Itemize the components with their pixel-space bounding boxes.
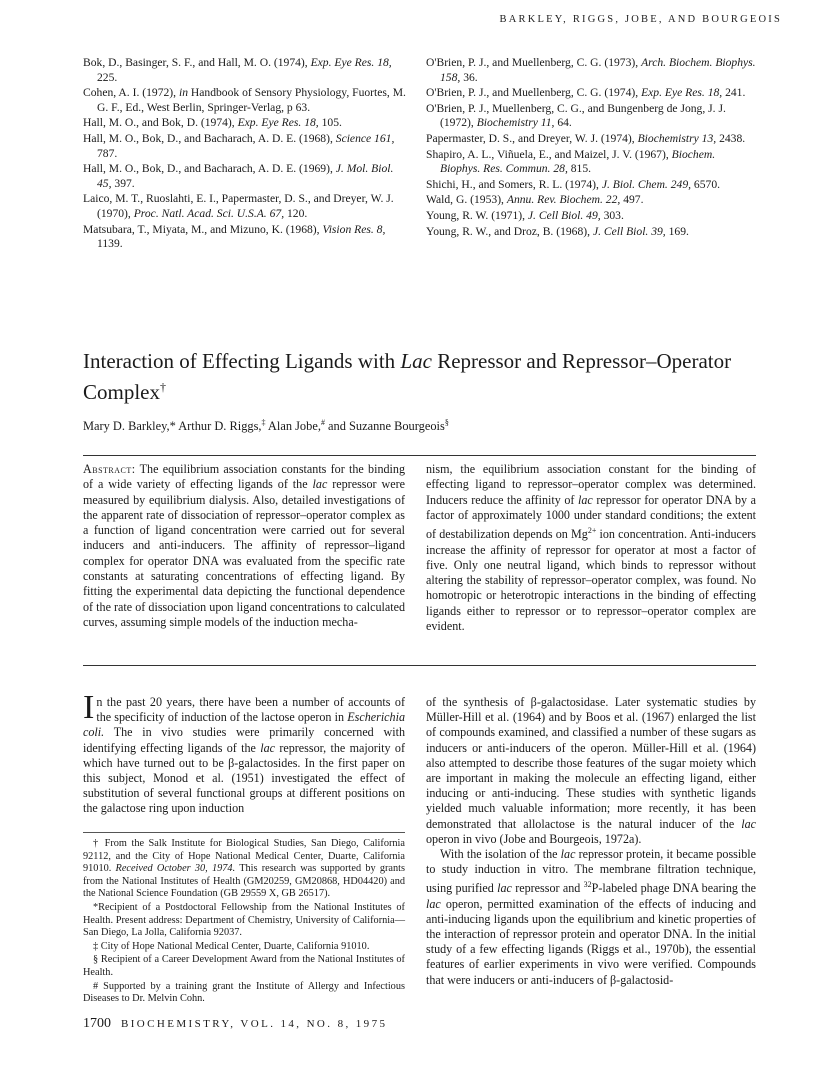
reference-item: Shichi, H., and Somers, R. L. (1974), J. Biol. Chem. 249, 6570. xyxy=(426,177,721,191)
footnote-rule xyxy=(83,832,405,833)
author-list: Mary D. Barkley,* Arthur D. Riggs,‡ Alan Jobe,# and Suzanne Bourgeois§ xyxy=(83,418,449,434)
references-right-column xyxy=(426,56,756,240)
page-footer xyxy=(83,1016,387,1032)
reference-item: Papermaster, D. S., and Dreyer, W. J. (1974), Biochemistry 13, 2438. xyxy=(426,131,746,145)
page-number: 1700 xyxy=(83,1016,111,1031)
reference-item: Shapiro, A. L., Viñuela, E., and Maizel, J. V. (1967), Biochem. Biophys. Res. Commun. 28, 815. xyxy=(426,147,716,176)
reference-item: Young, R. W., and Droz, B. (1968), J. Cell Biol. 39, 169. xyxy=(426,224,689,238)
body-paragraph: of the synthesis of β-galactosidase. Later systematic studies by Müller-Hill et al. (1964) and by Boos et al. (1967) enlarged the list of compounds examined, and classified a number of these sugars as inducers or anti-inducers of the operon. Müller-Hill et al. (1964) also attempted to describe those features of the sugar moiety which are important in making the molecule an effecting ligand, either inducing or anti-inducing. These studies with synthetic ligands yielded much valuable information; more recently, it has been demonstrated that allolactose is the natural inducer of the lac operon in vivo (Jobe and Bourgeois, 1972a). xyxy=(426,695,756,846)
reference-item: Wald, G. (1953), Annu. Rev. Biochem. 22, 497. xyxy=(426,193,644,207)
body-paragraph: In the past 20 years, there have been a number of accounts of the specificity of induction of the lactose operon in Escherichia coli. The in vivo studies were primarily concerned with identifying effecting ligands of the lac repressor, the majority of which have turned out to be β-galactosides. In the first paper on this subject, Monod et al. (1951) investigated the effect of substitution of several functional groups at different positions on the galactose ring upon induction xyxy=(83,689,405,816)
abstract-left-column: Abstract: The equilibrium association constants for the binding of a wide variety of effecting ligands of the lac repressor were measured by equilibrium dialysis. Also, detailed investigations of the apparent rate of dissociation of repressor–operator complex as a function of ligand concentration were carried out for several inducers and anti-inducers. The affinity of repressor–ligand complex for operator DNA was evaluated from the specific rate constants at saturating concentrations of effecting ligand. By fitting the experimental data depicting the functional dependence of the rate of dissociation upon ligand concentrations to calculated curves, assuming simple models of the induction mecha- xyxy=(83,462,405,629)
footnotes xyxy=(83,838,405,1007)
reference-item: Hall, M. O., Bok, D., and Bacharach, A. D. E. (1968), Science 161, 787. xyxy=(83,131,395,160)
abstract-label: Abstract: xyxy=(83,462,136,476)
reference-item: Hall, M. O., Bok, D., and Bacharach, A. D. E. (1969), J. Mol. Biol. 45, 397. xyxy=(83,162,394,190)
footnote-item: ‡ City of Hope National Medical Center, Duarte, California 91010. xyxy=(93,940,370,952)
reference-item: Hall, M. O., and Bok, D. (1974), Exp. Eye Res. 18, 105. xyxy=(83,116,342,130)
reference-item: Matsubara, T., Miyata, M., and Mizuno, K. (1968), Vision Res. 8, 1139. xyxy=(83,222,386,251)
footnote-item: § Recipient of a Career Development Award from the National Institutes of Health. xyxy=(83,954,405,978)
reference-item: O'Brien, P. J., and Muellenberg, C. G. (1973), Arch. Biochem. Biophys. 158, 36. xyxy=(426,56,756,84)
abstract-right-column: nism, the equilibrium association constant for the binding of effecting ligand to repressor–operator complex was determined. Inducers reduce the affinity of lac repressor for operator DNA by a factor of approximately 1000 under standard conditions; the extent of destabilization depends on $Mg^{2+}$ ion concentration. Anti-inducers increase the affinity of repressor for operator at most a factor of five. Only one neutral ligand, which binds to repressor without altering the stability of repressor–operator complex, was found. No homotropic or heterotropic interactions in the binding of effecting ligands either to repressor or to repressor–operator complex are evident. xyxy=(426,462,756,633)
reference-item: Laico, M. T., Ruoslahti, E. I., Papermaster, D. S., and Dreyer, W. J. (1970), Proc. Natl. Acad. Sci. U.S.A. 67, 120. xyxy=(83,192,394,220)
abstract-top-rule xyxy=(83,455,756,456)
reference-item: O'Brien, P. J., and Muellenberg, C. G. (1974), Exp. Eye Res. 18, 241. xyxy=(426,86,746,100)
reference-item: Young, R. W. (1971), J. Cell Biol. 49, 303. xyxy=(426,208,624,222)
abstract-bottom-rule xyxy=(83,665,756,666)
footnote-item: # Supported by a training grant the Institute of Allergy and Infectious Diseases to Dr. Melvin Cohn. xyxy=(83,980,405,1005)
body-paragraph: With the isolation of the lac repressor protein, it became possible to study induction in vitro. The membrane filtration technique, using purified lac repressor and $^{32}$P-labeled phage DNA bearing the lac operon, permitted examination of the effects of inducing and anti-inducing ligands upon the equilibrium and kinetic properties of the interaction of repressor protein and operator DNA. In the initial study of a few effecting ligands (Riggs et al., 1970b), the essential features of earlier experiments in vivo were verified. Compounds that were inducers or anti-inducers of β-galactosid- xyxy=(426,847,757,987)
running-head: BARKLEY, RIGGS, JOBE, AND BOURGEOIS xyxy=(499,14,782,25)
drop-cap: I xyxy=(83,689,95,726)
footnote-item: *Recipient of a Postdoctoral Fellowship from the National Institutes of Health. Present address: Department of Chemistry, University of California—San Diego, La Jolla, California 92037. xyxy=(83,901,405,939)
body-left-column xyxy=(83,689,405,817)
reference-item: O'Brien, P. J., Muellenberg, C. G., and Bungenberg de Jong, J. J. (1972), Biochemistry 11, 64. xyxy=(426,101,726,130)
journal-citation: BIOCHEMISTRY, VOL. 14, NO. 8, 1975 xyxy=(121,1018,388,1030)
reference-item: Bok, D., Basinger, S. F., and Hall, M. O. (1974), Exp. Eye Res. 18, 225. xyxy=(83,56,392,84)
reference-item: Cohen, A. I. (1972), in Handbook of Sensory Physiology, Fuortes, M. G. F., Ed., West Berlin, Springer-Verlag, p 63. xyxy=(83,86,406,114)
body-right-column xyxy=(426,695,756,988)
article-title: Interaction of Effecting Ligands with Lac Repressor and Repressor–Operator Complex† xyxy=(83,349,732,404)
footnote-item: † From the Salk Institute for Biological Studies, San Diego, California 92112, and the City of Hope National Medical Center, Duarte, California 91010. Received October 30, 1974. This research was supported by grants from the National Institutes of Health (GM20259, GM20868, HD04420) and the National Science Foundation (GB 29559 X, GB 26517). xyxy=(83,838,405,900)
references-left-column xyxy=(83,56,409,253)
